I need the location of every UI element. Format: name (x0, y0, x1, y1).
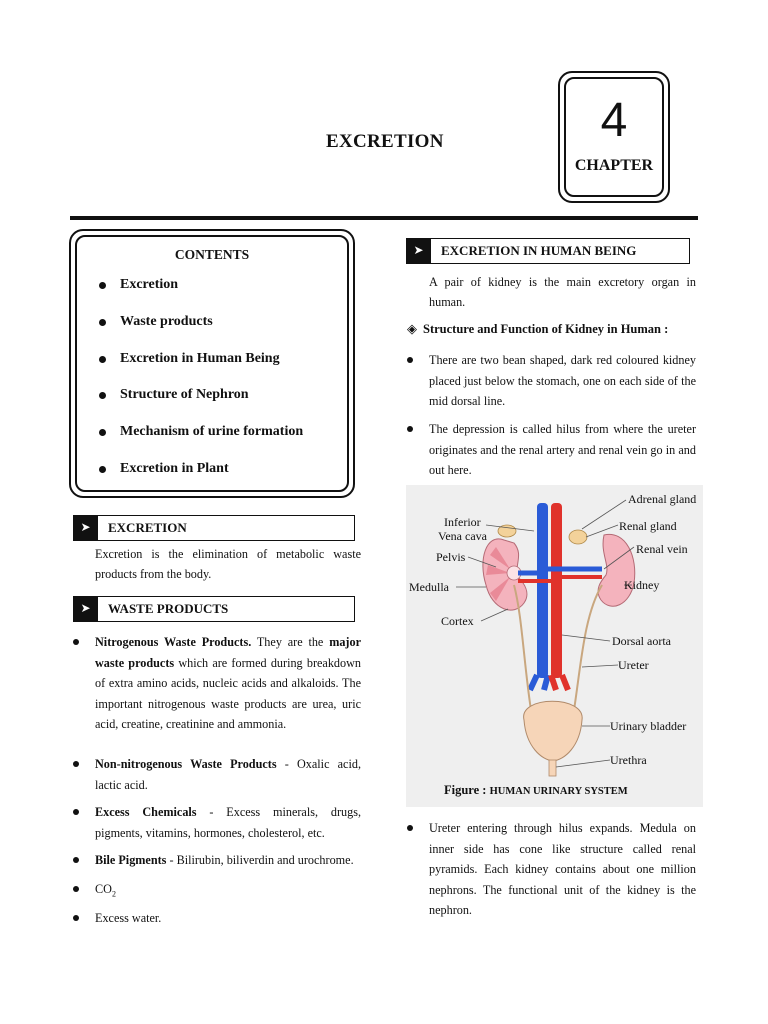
bullet-icon (99, 429, 106, 436)
bullet-icon (407, 426, 413, 432)
bullet-bile-pigments: Bile Pigments - Bilirubin, biliverdin and urochrome. (95, 850, 365, 871)
bullet-ureter-nephron: Ureter entering through hilus expands. Medula on inner side has cone like structure called renal pyramids. Each kidney contains about one million nephrons. The functional unit of the kidney is the nephron. (429, 818, 696, 921)
bullet-icon (99, 282, 106, 289)
bullet-nitrogenous: Nitrogenous Waste Products. They are the major waste products which are formed during breakdown of extra amino acids, nucleic acids and alkaloids. The important nitrogenous waste products are urea, uric acid, creatine, creatinine and ammonia. (95, 632, 361, 735)
waste-section-header: ➤ WASTE PRODUCTS (73, 596, 355, 622)
label-urinary-bladder: Urinary bladder (610, 719, 687, 733)
list-item: Excretion (95, 277, 303, 314)
bullet-icon (99, 392, 106, 399)
list-item: Mechanism of urine formation (95, 424, 303, 461)
bullet-co2: $CO_2$ (95, 879, 361, 905)
iliac-veins (530, 675, 548, 690)
label-pelvis: Pelvis (436, 550, 466, 564)
figure-caption: Figure : HUMAN URINARY SYSTEM (444, 783, 628, 797)
bullet-icon (99, 356, 106, 363)
page-title: EXCRETION (326, 131, 444, 152)
arrow-icon: ➤ (73, 596, 98, 622)
bullet-non-nitrogenous: Non-nitrogenous Waste Products - Oxalic acid, lactic acid. (95, 754, 361, 795)
bullet-icon (73, 639, 79, 645)
chapter-badge (558, 71, 670, 203)
bullet-hilus: The depression is called hilus from where the ureter originates and the renal artery and renal vein go in and out here. (429, 419, 696, 481)
contents-list (95, 277, 303, 498)
label-adrenal-gland: Adrenal gland (628, 492, 697, 506)
bullet-icon (99, 466, 106, 473)
label-vena-cava: Vena cava (438, 529, 487, 543)
label-urethra: Urethra (610, 753, 647, 767)
bullet-icon (73, 809, 79, 815)
right-kidney (598, 534, 635, 606)
label-cortex: Cortex (441, 614, 474, 628)
bullet-icon (73, 886, 79, 892)
right-adrenal-gland (569, 530, 587, 544)
bullet-excess-water: Excess water. (95, 908, 361, 929)
urinary-bladder (524, 701, 583, 761)
label-ureter: Ureter (618, 658, 649, 672)
bullet-icon (407, 357, 413, 363)
list-item: Excretion in Human Being (95, 351, 303, 388)
bullet-excess-chemicals: Excess Chemicals - Excess minerals, drugs, pigments, vitamins, hormones, cholesterol, etc. (95, 802, 361, 843)
list-item: Waste products (95, 314, 303, 351)
bullet-icon (407, 825, 413, 831)
label-renal-vein: Renal vein (636, 542, 688, 556)
header-rule (70, 216, 698, 220)
kidney-intro: A pair of kidney is the main excretory organ in human. (429, 275, 696, 309)
excretion-definition: Excretion is the elimination of metabolic waste products from the body. (95, 547, 361, 581)
label-dorsal-aorta: Dorsal aorta (612, 634, 671, 648)
bullet-icon (99, 319, 106, 326)
human-excretion-section-header: ➤ EXCRETION IN HUMAN BEING (406, 238, 690, 264)
bullet-icon (73, 761, 79, 767)
urinary-system-figure (406, 485, 703, 807)
contents-box (69, 229, 355, 498)
label-inferior: Inferior (444, 515, 481, 529)
urethra (549, 760, 556, 776)
label-kidney: Kidney (624, 578, 660, 592)
diamond-icon: ◈ (407, 321, 417, 336)
list-item: Structure of Nephron (95, 387, 303, 424)
bullet-icon (73, 857, 79, 863)
right-ureter (574, 585, 602, 710)
arrow-icon: ➤ (73, 515, 98, 541)
chapter-number: 4 (600, 94, 628, 147)
label-renal-gland: Renal gland (619, 519, 677, 533)
kidney-subheading: ◈ Structure and Function of Kidney in Human : (407, 321, 669, 336)
excretion-section-header: ➤ EXCRETION (73, 515, 355, 541)
contents-title: CONTENTS (174, 247, 250, 262)
vena-cava (537, 503, 548, 678)
arrow-icon: ➤ (406, 238, 431, 264)
dorsal-aorta (551, 503, 562, 678)
bullet-icon (73, 915, 79, 921)
label-medulla: Medulla (409, 580, 449, 594)
list-item: Excretion in Plant (95, 461, 303, 498)
bullet-bean-shaped: There are two bean shaped, dark red coloured kidney placed just below the stomach, one on each side of the mid dorsal line. (429, 350, 696, 412)
chapter-label: CHAPTER (574, 157, 654, 174)
